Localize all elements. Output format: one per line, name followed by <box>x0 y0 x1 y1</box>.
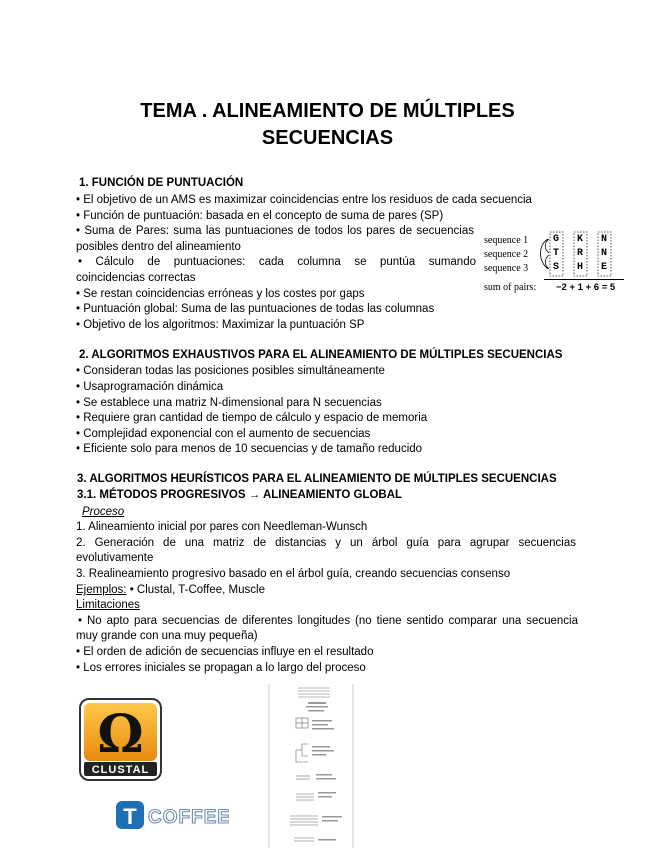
sec2-line-2: • Usaprogramación dinámica <box>76 381 224 393</box>
limitacion-3: • Los errores iniciales se propagan a lo largo del proceso <box>76 662 366 674</box>
col1-row3: S <box>553 262 560 273</box>
sec2-line-1: • Consideran todas las posiciones posibles simultáneamente <box>76 365 385 377</box>
sequence-lines <box>298 688 330 697</box>
sec2-line-5: • Complejidad exponencial con el aumento de secuencias <box>76 428 371 440</box>
sec1-line-3a: • Suma de Pares: suma las puntuaciones de todos los pares de secuencias <box>76 225 474 237</box>
title-line-1: TEMA . ALINEAMIENTO DE MÚLTIPLES <box>140 100 515 122</box>
clustal-logo-svg <box>79 698 162 781</box>
tcoffee-logo <box>115 799 229 831</box>
diagram-annotations-3 <box>312 746 334 756</box>
proceso-step-2a: 2. Generación de una matriz de distancias y un árbol guía para agrupar secuencias <box>76 537 576 549</box>
sec1-line-2: • Función de puntuación: basada en el concepto de suma de pares (SP) <box>76 210 444 222</box>
guide-tree <box>296 744 308 762</box>
sequence-3-label: sequence 3 <box>484 263 529 274</box>
title-line-2: SECUENCIAS <box>261 127 394 149</box>
pair-arc-upper <box>545 239 549 253</box>
limitacion-1b: muy grande con una muy pequeña) <box>76 630 258 642</box>
diagram-annotations-1 <box>306 702 328 712</box>
progressive-alignment-diagram <box>268 684 354 848</box>
proceso-step-2b: evolutivamente <box>76 552 154 564</box>
sec1-line-6: • Puntuación global: Suma de las puntuaciones de todas las columnas <box>76 303 435 315</box>
sec1-line-7: • Objetivo de los algoritmos: Maximizar la puntuación SP <box>76 319 365 331</box>
tcoffee-logo-svg <box>115 799 229 831</box>
sum-of-pairs-figure <box>484 231 634 297</box>
col3-row3: E <box>601 262 608 273</box>
col3-row2: N <box>601 248 608 259</box>
diagram-annotations-2 <box>312 720 334 730</box>
sec2-line-4: • Requiere gran cantidad de tiempo de cálculo y espacio de memoria <box>76 412 428 424</box>
sum-of-pairs-value: −2 + 1 + 6 = 5 <box>556 282 616 293</box>
section-3-1-heading: 3.1. MÉTODOS PROGRESIVOS → ALINEAMIENTO GLOBAL <box>77 489 403 501</box>
sec2-line-6: • Eficiente solo para menos de 10 secuencias y de tamaño reducido <box>76 443 423 455</box>
clustal-logo <box>79 698 162 781</box>
section-3-heading: 3. ALGORITMOS HEURÍSTICOS PARA EL ALINEAMIENTO DE MÚLTIPLES SECUENCIAS <box>77 473 557 485</box>
col2-row3: H <box>577 262 584 273</box>
sum-rule <box>544 279 624 280</box>
col2-row1: K <box>577 234 584 245</box>
limitaciones-label: Limitaciones <box>76 599 140 611</box>
ejemplos-line <box>76 583 265 597</box>
pair-arc-outer <box>541 239 549 269</box>
sequence-2-label: sequence 2 <box>484 249 529 260</box>
sec1-line-1: • El objetivo de un AMS es maximizar coincidencias entre los residuos de cada secuencia <box>76 194 532 206</box>
progressive-diagram-svg <box>268 684 354 848</box>
sec1-line-4a: • Cálculo de puntuaciones: cada columna se puntúa sumando <box>78 256 476 268</box>
col3-row1: N <box>601 234 608 245</box>
ejemplos-label: Ejemplos: <box>76 584 127 596</box>
omega-symbol: Ω <box>97 704 144 765</box>
alignment-columns-svg <box>536 231 634 279</box>
proceso-step-1: 1. Alineamiento inicial por pares con Needleman-Wunsch <box>76 521 368 533</box>
section-1-heading: 1. FUNCIÓN DE PUNTUACIÓN <box>79 177 244 189</box>
clustal-label: CLUSTAL <box>91 764 150 776</box>
col1-row2: T <box>553 248 560 259</box>
alignment-steps <box>290 776 318 841</box>
sec1-line-5: • Se restan coincidencias erróneas y los costes por gaps <box>76 288 365 300</box>
distance-matrix <box>296 718 308 728</box>
tcoffee-wordmark: COFFEE <box>148 807 229 828</box>
limitacion-1a: • No apto para secuencias de diferentes longitudes (no tiene sentido comparar una secuencia <box>78 615 578 627</box>
section-2-heading: 2. ALGORITMOS EXHAUSTIVOS PARA EL ALINEAMIENTO DE MÚLTIPLES SECUENCIAS <box>79 349 563 361</box>
col2-row2: R <box>577 248 584 259</box>
proceso-label: Proceso <box>82 506 125 518</box>
limitacion-2: • El orden de adición de secuencias influye en el resultado <box>76 646 374 658</box>
ejemplos-text: • Clustal, T-Coffee, Muscle <box>126 584 265 596</box>
sum-of-pairs-label: sum of pairs: <box>484 282 537 293</box>
sec1-line-3b: posibles dentro del alineamiento <box>76 241 241 253</box>
sec2-line-3: • Se establece una matriz N-dimensional para N secuencias <box>76 397 382 409</box>
page-title <box>0 98 655 152</box>
diagram-annotations-4 <box>316 774 342 841</box>
sec1-line-4b: coincidencias correctas <box>76 272 196 284</box>
proceso-step-3: 3. Realineamiento progresivo basado en el árbol guía, creando secuencias consenso <box>76 568 511 580</box>
tcoffee-t-letter: T <box>123 804 137 829</box>
col1-row1: G <box>553 234 560 245</box>
sequence-1-label: sequence 1 <box>484 235 529 246</box>
